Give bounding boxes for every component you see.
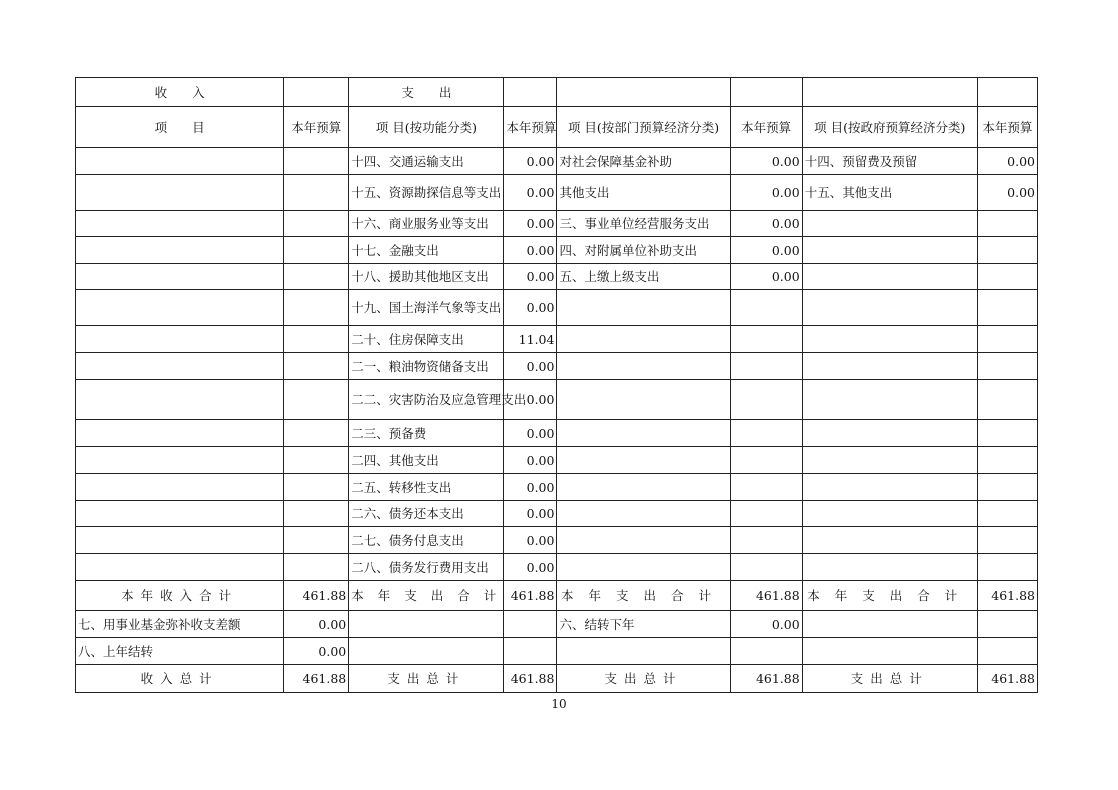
gov-item-cell — [802, 447, 977, 474]
budget-table — [75, 77, 1038, 693]
func-value-cell: 0.00 — [504, 175, 557, 211]
func-value-cell: 0.00 — [504, 527, 557, 554]
gov-item-cell: 十四、预留费及预留 — [802, 148, 977, 175]
func-total-label: 本年支出合计 — [349, 581, 504, 611]
income-value-cell — [284, 264, 349, 290]
dept-total-value: 461.88 — [730, 581, 802, 611]
gov-value-cell — [977, 420, 1037, 447]
item7-label: 七、用事业基金弥补收支差额 — [76, 611, 284, 638]
empty-cell — [504, 638, 557, 665]
func-item-cell: 二四、其他支出 — [349, 447, 504, 474]
income-value-cell — [284, 380, 349, 420]
gov-item-cell — [802, 326, 977, 353]
gov-item-cell — [802, 501, 977, 527]
dept-grand-label: 支出总计 — [557, 665, 730, 693]
dept-item-cell — [557, 447, 730, 474]
empty-cell — [284, 78, 349, 107]
func-value-cell: 11.04 — [504, 326, 557, 353]
gov-value-cell — [977, 353, 1037, 380]
table-row — [76, 447, 1038, 474]
empty-cell — [977, 78, 1037, 107]
item7-value: 0.00 — [284, 611, 349, 638]
dept-item-cell: 其他支出 — [557, 175, 730, 211]
empty-cell — [802, 78, 977, 107]
table-row — [76, 420, 1038, 447]
grand-total-row — [76, 665, 1038, 693]
dept-item-cell — [557, 326, 730, 353]
income-item-cell — [76, 290, 284, 326]
gov-item-cell — [802, 290, 977, 326]
income-item-cell — [76, 237, 284, 264]
empty-cell — [977, 611, 1037, 638]
empty-cell — [730, 78, 802, 107]
item6-value: 0.00 — [730, 611, 802, 638]
income-item-cell — [76, 501, 284, 527]
income-value-cell — [284, 237, 349, 264]
func-value-cell: 0.00 — [504, 554, 557, 581]
func-value-cell: 0.00 — [504, 290, 557, 326]
income-item-cell — [76, 148, 284, 175]
func-item-cell: 二八、债务发行费用支出 — [349, 554, 504, 581]
dept-item-cell — [557, 527, 730, 554]
col-item-dept-header: 项 目(按部门预算经济分类) — [557, 107, 730, 148]
gov-item-cell — [802, 527, 977, 554]
income-value-cell — [284, 175, 349, 211]
item8-value: 0.00 — [284, 638, 349, 665]
total-row — [76, 581, 1038, 611]
func-item-cell: 十四、交通运输支出 — [349, 148, 504, 175]
col-budget-func-header: 本年预算 — [504, 107, 557, 148]
dept-value-cell — [730, 474, 802, 501]
func-grand-value: 461.88 — [504, 665, 557, 693]
empty-cell — [349, 638, 504, 665]
empty-cell — [349, 611, 504, 638]
func-value-cell: 0.00 — [504, 237, 557, 264]
gov-value-cell — [977, 447, 1037, 474]
func-value-cell: 0.00 — [504, 264, 557, 290]
func-item-cell: 二七、债务付息支出 — [349, 527, 504, 554]
table-row — [76, 290, 1038, 326]
table-row — [76, 527, 1038, 554]
func-item-cell: 二十、住房保障支出 — [349, 326, 504, 353]
income-item-cell — [76, 527, 284, 554]
income-item-cell — [76, 554, 284, 581]
dept-grand-value: 461.88 — [730, 665, 802, 693]
dept-value-cell — [730, 501, 802, 527]
income-item-cell — [76, 326, 284, 353]
func-item-cell: 二六、债务还本支出 — [349, 501, 504, 527]
dept-item-cell — [557, 501, 730, 527]
dept-item-cell — [557, 290, 730, 326]
gov-item-cell: 十五、其他支出 — [802, 175, 977, 211]
expense-header: 支 出 — [349, 78, 504, 107]
table-row — [76, 380, 1038, 420]
dept-value-cell: 0.00 — [730, 148, 802, 175]
func-value-cell: 0.00 — [504, 420, 557, 447]
table-row — [76, 326, 1038, 353]
func-item-cell: 二一、粮油物资储备支出 — [349, 353, 504, 380]
income-header: 收 入 — [76, 78, 284, 107]
func-value-cell: 0.00 — [504, 211, 557, 237]
gov-value-cell — [977, 237, 1037, 264]
gov-value-cell — [977, 326, 1037, 353]
dept-value-cell — [730, 290, 802, 326]
empty-cell — [802, 611, 977, 638]
dept-value-cell — [730, 447, 802, 474]
gov-grand-value: 461.88 — [977, 665, 1037, 693]
func-item-cell: 十五、资源勘探信息等支出 — [349, 175, 504, 211]
income-grand-value: 461.88 — [284, 665, 349, 693]
table-row — [76, 353, 1038, 380]
table-row — [76, 554, 1038, 581]
dept-item-cell — [557, 380, 730, 420]
gov-item-cell — [802, 420, 977, 447]
col-budget-header: 本年预算 — [284, 107, 349, 148]
dept-value-cell: 0.00 — [730, 264, 802, 290]
func-item-cell: 十八、援助其他地区支出 — [349, 264, 504, 290]
income-item-cell — [76, 420, 284, 447]
income-value-cell — [284, 554, 349, 581]
dept-value-cell: 0.00 — [730, 237, 802, 264]
func-item-cell: 二三、预备费 — [349, 420, 504, 447]
income-value-cell — [284, 353, 349, 380]
dept-item-cell: 对社会保障基金补助 — [557, 148, 730, 175]
income-value-cell — [284, 420, 349, 447]
dept-value-cell — [730, 420, 802, 447]
page-number: 10 — [551, 697, 567, 711]
table-row — [76, 148, 1038, 175]
income-item-cell — [76, 447, 284, 474]
income-item-cell — [76, 211, 284, 237]
func-value-cell: 0.00 — [504, 501, 557, 527]
gov-value-cell: 0.00 — [977, 148, 1037, 175]
func-value-cell: 0.00 — [504, 148, 557, 175]
income-value-cell — [284, 326, 349, 353]
func-item-cell: 十六、商业服务业等支出 — [349, 211, 504, 237]
dept-item-cell — [557, 474, 730, 501]
income-total-label: 本年收入合计 — [76, 581, 284, 611]
col-item-gov-header: 项 目(按政府预算经济分类) — [802, 107, 977, 148]
extra-row — [76, 638, 1038, 665]
table-row — [76, 501, 1038, 527]
dept-value-cell — [730, 554, 802, 581]
dept-value-cell — [730, 380, 802, 420]
income-value-cell — [284, 290, 349, 326]
dept-value-cell — [730, 353, 802, 380]
income-value-cell — [284, 474, 349, 501]
gov-item-cell — [802, 353, 977, 380]
col-item-header: 项 目 — [76, 107, 284, 148]
dept-item-cell — [557, 420, 730, 447]
gov-value-cell — [977, 290, 1037, 326]
gov-total-label: 本年支出合计 — [802, 581, 977, 611]
gov-item-cell — [802, 264, 977, 290]
table-row — [76, 474, 1038, 501]
dept-value-cell: 0.00 — [730, 175, 802, 211]
gov-item-cell — [802, 474, 977, 501]
empty-cell — [504, 611, 557, 638]
income-item-cell — [76, 175, 284, 211]
col-budget-gov-header: 本年预算 — [977, 107, 1037, 148]
gov-value-cell — [977, 527, 1037, 554]
income-item-cell — [76, 380, 284, 420]
item6-label: 六、结转下年 — [557, 611, 730, 638]
gov-item-cell — [802, 554, 977, 581]
col-item-func-header: 项 目(按功能分类) — [349, 107, 504, 148]
empty-cell — [802, 638, 977, 665]
func-value-cell: 0.00 — [504, 380, 557, 420]
gov-value-cell — [977, 380, 1037, 420]
gov-item-cell — [802, 380, 977, 420]
income-value-cell — [284, 447, 349, 474]
func-item-cell: 十九、国土海洋气象等支出 — [349, 290, 504, 326]
header-row-2 — [76, 107, 1038, 148]
table-row — [76, 175, 1038, 211]
gov-value-cell — [977, 474, 1037, 501]
func-item-cell: 二五、转移性支出 — [349, 474, 504, 501]
extra-row — [76, 611, 1038, 638]
dept-item-cell — [557, 353, 730, 380]
gov-total-value: 461.88 — [977, 581, 1037, 611]
empty-cell — [557, 78, 730, 107]
table-row — [76, 211, 1038, 237]
gov-value-cell: 0.00 — [977, 175, 1037, 211]
dept-item-cell: 五、上缴上级支出 — [557, 264, 730, 290]
income-item-cell — [76, 353, 284, 380]
gov-item-cell — [802, 211, 977, 237]
empty-cell — [977, 638, 1037, 665]
func-value-cell: 0.00 — [504, 447, 557, 474]
dept-item-cell — [557, 554, 730, 581]
func-value-cell: 0.00 — [504, 353, 557, 380]
table-row — [76, 237, 1038, 264]
income-value-cell — [284, 148, 349, 175]
dept-value-cell — [730, 527, 802, 554]
func-value-cell: 0.00 — [504, 474, 557, 501]
gov-value-cell — [977, 554, 1037, 581]
dept-item-cell: 三、事业单位经营服务支出 — [557, 211, 730, 237]
empty-cell — [504, 78, 557, 107]
income-total-value: 461.88 — [284, 581, 349, 611]
dept-value-cell: 0.00 — [730, 211, 802, 237]
empty-cell — [557, 638, 730, 665]
item8-label: 八、上年结转 — [76, 638, 284, 665]
income-item-cell — [76, 474, 284, 501]
income-item-cell — [76, 264, 284, 290]
func-item-cell: 二二、灾害防治及应急管理支出 — [349, 380, 504, 420]
income-value-cell — [284, 501, 349, 527]
gov-value-cell — [977, 211, 1037, 237]
func-grand-label: 支出总计 — [349, 665, 504, 693]
gov-item-cell — [802, 237, 977, 264]
dept-total-label: 本年支出合计 — [557, 581, 730, 611]
dept-value-cell — [730, 326, 802, 353]
gov-value-cell — [977, 264, 1037, 290]
gov-value-cell — [977, 501, 1037, 527]
header-row-1 — [76, 78, 1038, 107]
income-value-cell — [284, 527, 349, 554]
gov-grand-label: 支出总计 — [802, 665, 977, 693]
func-total-value: 461.88 — [504, 581, 557, 611]
table-row — [76, 264, 1038, 290]
col-budget-dept-header: 本年预算 — [730, 107, 802, 148]
func-item-cell: 十七、金融支出 — [349, 237, 504, 264]
empty-cell — [730, 638, 802, 665]
dept-item-cell: 四、对附属单位补助支出 — [557, 237, 730, 264]
income-value-cell — [284, 211, 349, 237]
income-grand-label: 收入总计 — [76, 665, 284, 693]
